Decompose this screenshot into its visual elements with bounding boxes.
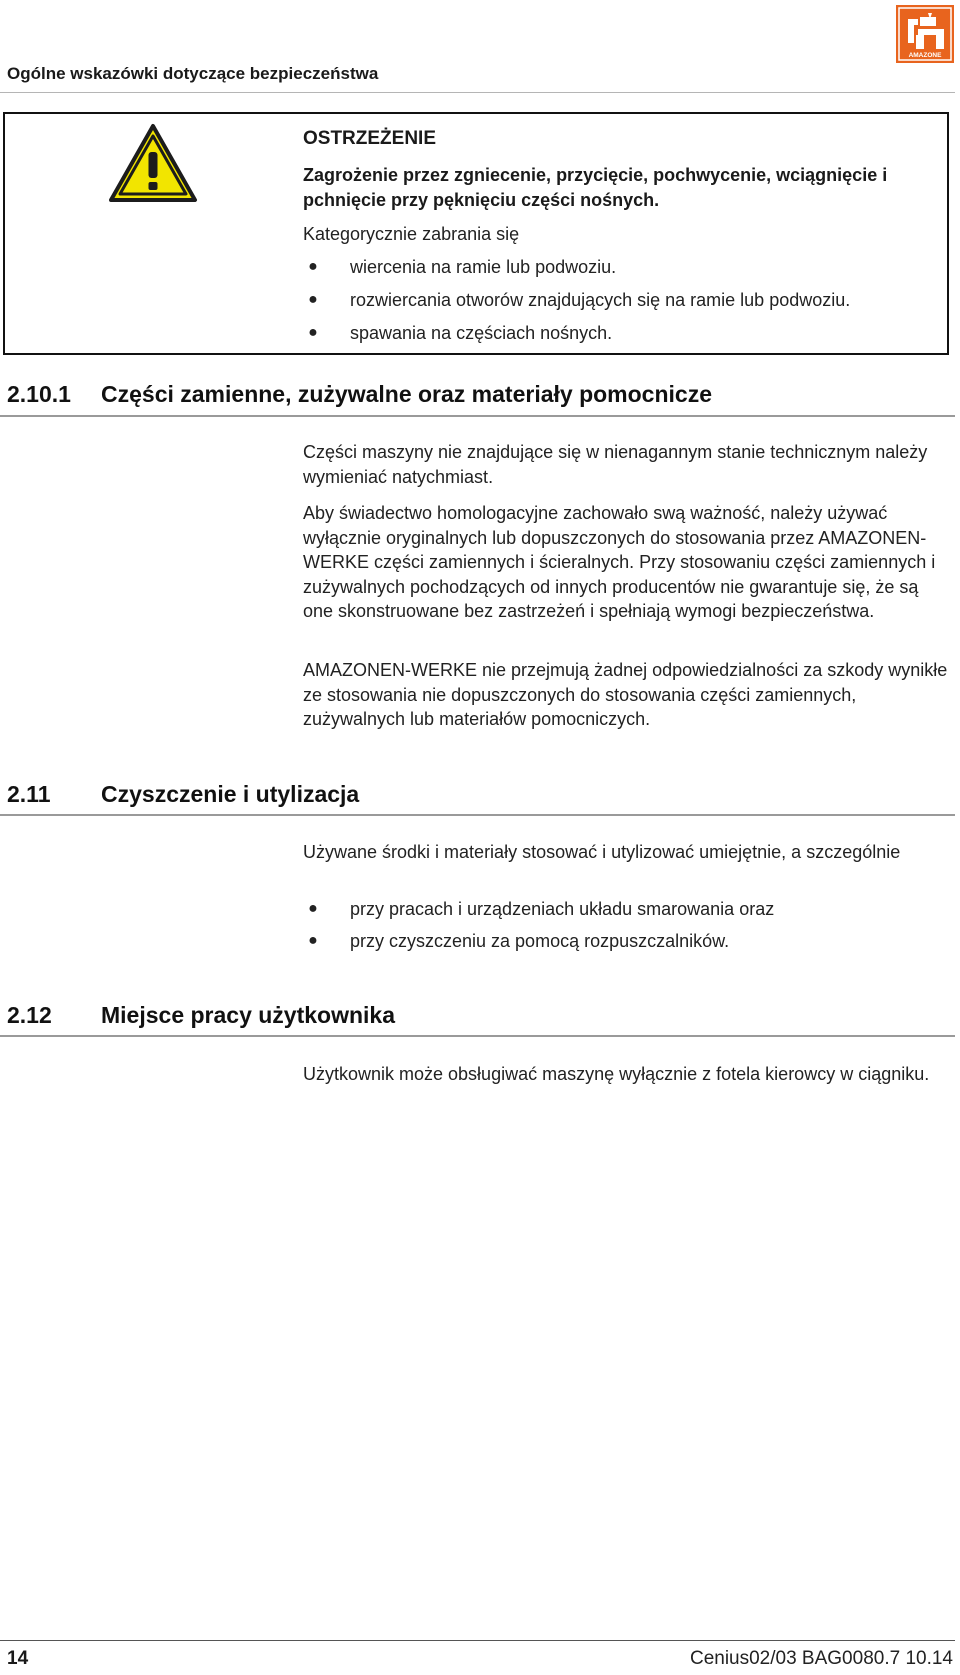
cleaning-list: [303, 897, 774, 961]
paragraph: Używane środki i materiały stosować i utylizować umiejętnie, a szczególnie: [303, 842, 901, 862]
section-rule: [0, 1035, 955, 1037]
bullet-icon: ●: [308, 291, 318, 308]
section-number: 2.12: [7, 1002, 52, 1028]
section-number: 2.11: [7, 781, 51, 807]
section-title: Części zamienne, zużywalne oraz materiały pomocnicze: [101, 381, 712, 407]
header-rule: [0, 92, 955, 93]
section-heading-2-10-1: [7, 381, 712, 408]
section-number: 2.10.1: [7, 381, 71, 407]
amazone-logo: [896, 5, 954, 63]
list-item: ● rozwiercania otworów znajdujących się na ramie lub podwoziu.: [303, 288, 850, 321]
paragraph: Części maszyny nie znajdujące się w nienagannym stanie technicznym należy wymieniać natychmiast.: [303, 442, 928, 487]
bullet-icon: ●: [308, 258, 318, 275]
paragraph: Aby świadectwo homologacyjne zachowało swą ważność, należy używać wyłącznie oryginalnych lub dopuszczonych do stosowania przez AMAZONEN-WERKE części zamiennych i ścieralnych. Przy stosowaniu części zamiennych i zużywalnych pochodzących od innych producentów nie gwarantuje się, że są one skonstruowane bez zastrzeżeń i spełniają wymogi bezpieczeństwa.: [303, 503, 936, 621]
bullet-icon: ●: [308, 932, 318, 949]
list-item: ● spawania na częściach nośnych.: [303, 321, 850, 354]
warning-title: OSTRZEŻENIE: [303, 128, 437, 149]
document-id: Cenius02/03 BAG0080.7 10.14: [689, 1648, 953, 1669]
paragraph: AMAZONEN-WERKE nie przejmują żadnej odpowiedzialności za szkody wynikłe ze stosowania nie dopuszczonych do stosowania części zamiennych, zużywalnych lub materiałów pomocniczych.: [303, 660, 948, 729]
section-rule: [0, 415, 955, 417]
section-heading-2-12: [7, 1002, 395, 1029]
list-item: ● przy pracach i urządzeniach układu smarowania oraz: [303, 897, 774, 929]
list-item: ● wiercenia na ramie lub podwoziu.: [303, 255, 850, 288]
section-title: Miejsce pracy użytkownika: [101, 1002, 396, 1028]
warning-intro: Kategorycznie zabrania się: [303, 224, 520, 244]
footer-rule: [0, 1640, 955, 1641]
bullet-icon: ●: [308, 324, 318, 341]
warning-triangle-icon: [108, 122, 198, 204]
bullet-icon: ●: [308, 900, 318, 917]
running-head: Ogólne wskazówki dotyczące bezpieczeństwa: [7, 64, 379, 83]
warning-hazard-text: Zagrożenie przez zgniecenie, przycięcie, pochwycenie, wciągnięcie i pchnięcie przy pęknięciu części nośnych.: [303, 165, 888, 210]
section-rule: [0, 814, 955, 816]
section-title: Czyszczenie i utylizacja: [101, 781, 360, 807]
list-item: ● przy czyszczeniu za pomocą rozpuszczalników.: [303, 929, 774, 961]
section-heading-2-11: [7, 781, 359, 808]
paragraph: Użytkownik może obsługiwać maszynę wyłącznie z fotela kierowcy w ciągniku.: [303, 1064, 930, 1084]
warning-list: [303, 255, 850, 354]
page-number: 14: [7, 1648, 29, 1669]
logo-text: AMAZONE: [908, 52, 942, 59]
